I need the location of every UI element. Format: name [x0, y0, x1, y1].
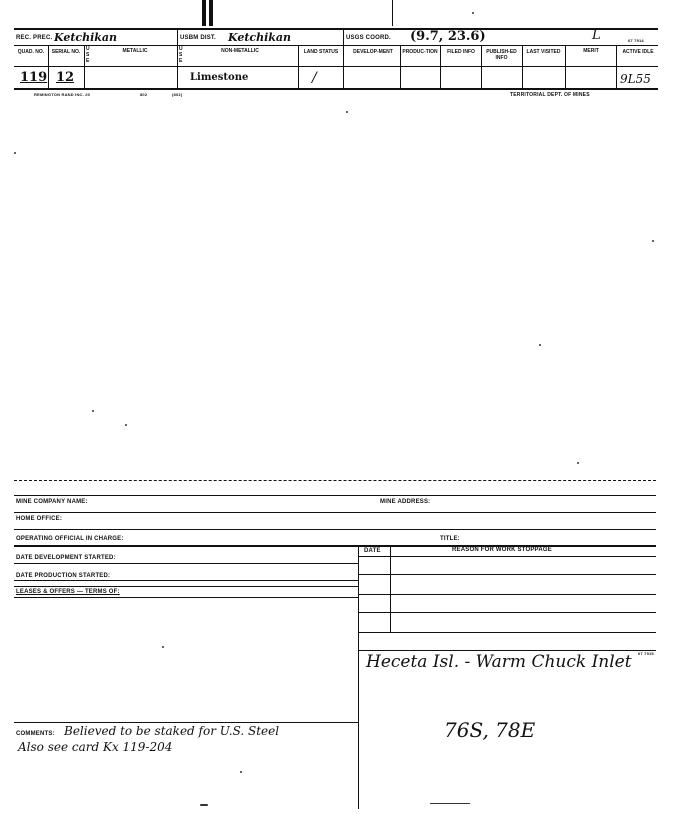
punch-mark: [202, 0, 206, 26]
form-line: [358, 594, 656, 595]
col-metallic: METALLIC: [122, 48, 148, 54]
grid-line: [14, 45, 658, 46]
grid-line: [343, 28, 344, 88]
rec-prec-label: REC. PREC.: [16, 35, 53, 41]
scan-speck: [472, 12, 474, 14]
leases-offers-label: LEASES & OFFERS — TERMS OF:: [16, 589, 120, 595]
top-rule: [392, 0, 393, 26]
col-use-metallic: U S E: [86, 46, 90, 64]
grid-line: [14, 88, 658, 90]
form-line: [14, 597, 358, 598]
form-line: [14, 480, 656, 481]
handwritten-comment-line-1: Believed to be staked for U.S. Steel: [64, 724, 280, 738]
grid-line: [48, 45, 49, 88]
corner-code: 67 7915: [638, 651, 654, 656]
grid-line: [84, 45, 85, 88]
handwritten-comment-line-2: Also see card Kx 119-204: [18, 740, 173, 754]
col-last-visited: LAST VISITED: [526, 49, 561, 55]
form-line: [390, 545, 391, 632]
rec-prec-value: Ketchikan: [54, 31, 118, 44]
comments-label: COMMENTS:: [16, 731, 55, 737]
land-status-value: /: [312, 70, 317, 86]
date-production-label: DATE PRODUCTION STARTED:: [16, 573, 111, 579]
scan-speck: [14, 152, 16, 154]
title-label: TITLE:: [440, 536, 460, 542]
col-filed-info: FILED INFO: [447, 49, 475, 55]
col-non-metallic: NON-METALLIC: [221, 48, 259, 54]
punch-mark: [209, 0, 213, 26]
form-line: [14, 580, 358, 581]
col-published-info: PUBLISH-ED INFO: [486, 49, 517, 61]
mine-company-name-label: MINE COMPANY NAME:: [16, 499, 88, 505]
operating-official-label: OPERATING OFFICIAL IN CHARGE:: [16, 536, 124, 542]
handwritten-location: Heceta Isl. - Warm Chuck Inlet: [366, 652, 632, 672]
col-production: PRODUC-TION: [402, 49, 438, 55]
grid-line: [440, 45, 441, 88]
col-quad-no: QUAD. NO.: [17, 49, 45, 55]
printer-code-2: (802): [172, 92, 183, 97]
merit-mark: L: [592, 28, 601, 43]
printer-code: 802: [140, 92, 148, 97]
grid-line: [565, 45, 566, 88]
grid-line: [298, 45, 299, 88]
form-line: [14, 563, 358, 564]
form-line: [14, 529, 656, 530]
scan-speck: [200, 804, 208, 806]
serial-no-value: 12: [56, 70, 75, 85]
col-active-idle: ACTIVE IDLE: [622, 49, 654, 55]
usbm-dist-label: USBM DIST.: [180, 35, 217, 41]
home-office-label: HOME OFFICE:: [16, 516, 63, 522]
reason-column-header: REASON FOR WORK STOPPAGE: [452, 547, 552, 553]
form-number: 67 7914: [628, 38, 644, 43]
form-line: [358, 556, 656, 557]
usgs-coord-label: USGS COORD.: [346, 35, 391, 41]
department-imprint: TERRITORIAL DEPT. OF MINES: [510, 92, 590, 98]
printer-imprint: REMINGTON RAND INC. 20: [34, 92, 91, 97]
scan-speck: [346, 111, 348, 113]
scan-speck: [162, 646, 164, 648]
form-line: [358, 545, 359, 809]
scan-speck: [539, 344, 541, 346]
grid-line: [400, 45, 401, 88]
handwritten-township: 76S, 78E: [444, 718, 536, 742]
scan-speck: [652, 240, 654, 242]
grid-line: [14, 28, 658, 30]
form-line: [14, 545, 656, 547]
grid-line: [522, 45, 523, 88]
grid-line: [616, 45, 617, 88]
col-use-nonmetallic: U S E: [179, 46, 183, 64]
form-line: [358, 650, 656, 651]
form-line: [14, 586, 358, 587]
usgs-coord-value: (9.7, 23.6): [410, 29, 486, 44]
form-line: [14, 722, 358, 723]
form-line: [14, 512, 656, 513]
col-merit: MERIT: [583, 48, 599, 54]
date-column-header: DATE: [364, 548, 381, 554]
scan-speck: [577, 462, 579, 464]
form-line: [358, 632, 656, 633]
scan-speck: [92, 410, 94, 412]
form-line: [14, 495, 656, 496]
col-development: DEVELOP-MENT: [353, 49, 393, 55]
active-idle-value: 9L55: [620, 72, 651, 86]
date-development-label: DATE DEVELOPMENT STARTED:: [16, 555, 116, 561]
usbm-dist-value: Ketchikan: [228, 31, 292, 44]
grid-line: [14, 66, 658, 67]
scan-speck: [240, 771, 242, 773]
grid-line: [481, 45, 482, 88]
form-line: [358, 612, 656, 613]
mine-address-label: MINE ADDRESS:: [380, 499, 431, 505]
grid-line: [177, 28, 178, 88]
quad-no-value: 119: [20, 70, 48, 85]
non-metallic-value: Limestone: [190, 72, 249, 83]
col-land-status: LAND STATUS: [303, 49, 339, 55]
col-serial-no: SERIAL NO.: [51, 49, 81, 55]
scan-speck: [430, 803, 470, 804]
scan-speck: [125, 424, 127, 426]
form-line: [358, 574, 656, 575]
